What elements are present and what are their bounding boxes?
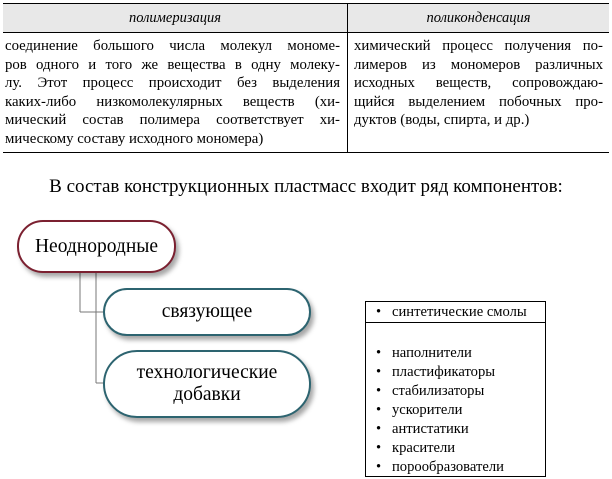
cell-line: ров одного и того же вещества в одну молеку- <box>5 56 340 73</box>
header-polymerization: полимеризация <box>128 10 222 26</box>
list-item: • пластификаторы <box>376 364 496 380</box>
list-item: • ускорители <box>376 402 463 418</box>
bullet-icon: • <box>376 402 382 418</box>
cell-line: лу. Этот процесс происходит без выделения <box>5 75 340 92</box>
bullet-icon: • <box>376 440 382 456</box>
bullet-icon: • <box>376 345 382 361</box>
node-additives-label-line2: добавки <box>173 384 241 405</box>
bullet-icon: • <box>376 364 382 380</box>
list-item: • антистатики <box>376 421 469 437</box>
cell-line: химический процесс получения по- <box>354 38 603 54</box>
cell-line: щийся выделением побочных про- <box>354 93 603 110</box>
node-heterogeneous <box>17 220 176 273</box>
intro-sentence: В состав конструкционных пластмасс входит ряд компонентов: <box>49 176 563 197</box>
list-divider <box>366 322 545 323</box>
header-polycondensation: поликонденсация <box>426 10 531 26</box>
list-item: • красители <box>376 440 456 456</box>
node-additives <box>103 350 311 418</box>
list-item: • порообразователи <box>376 459 504 475</box>
node-binder-label: связующее <box>161 301 253 322</box>
node-binder <box>103 288 311 336</box>
bullet-icon: • <box>376 421 382 437</box>
list-item: • наполнители <box>376 345 472 361</box>
list-item-synthetic-resins: • синтетические смолы <box>376 304 527 320</box>
cell-line: исходных веществ, сопровождаю- <box>354 75 603 92</box>
component-list <box>365 301 546 477</box>
cell-line: соединение большого числа молекул мономе- <box>5 38 340 54</box>
node-heterogeneous-label: Неоднородные <box>34 235 159 257</box>
cell-line: мический состав полимера соответствует хи- <box>5 112 340 129</box>
cell-line: дуктов (воды, спирта, и др.) <box>354 112 530 129</box>
cell-line: лимеров из мономеров различных <box>354 56 603 73</box>
bullet-icon: • <box>376 383 382 399</box>
bullet-icon: • <box>376 304 382 320</box>
list-item: • стабилизаторы <box>376 383 485 399</box>
node-additives-label-line1: технологические <box>136 362 278 383</box>
cell-line: каких-либо низкомолекулярных веществ (хи- <box>5 93 340 110</box>
cell-line: мическому составу исходного мономера) <box>5 130 264 147</box>
bullet-icon: • <box>376 459 382 475</box>
